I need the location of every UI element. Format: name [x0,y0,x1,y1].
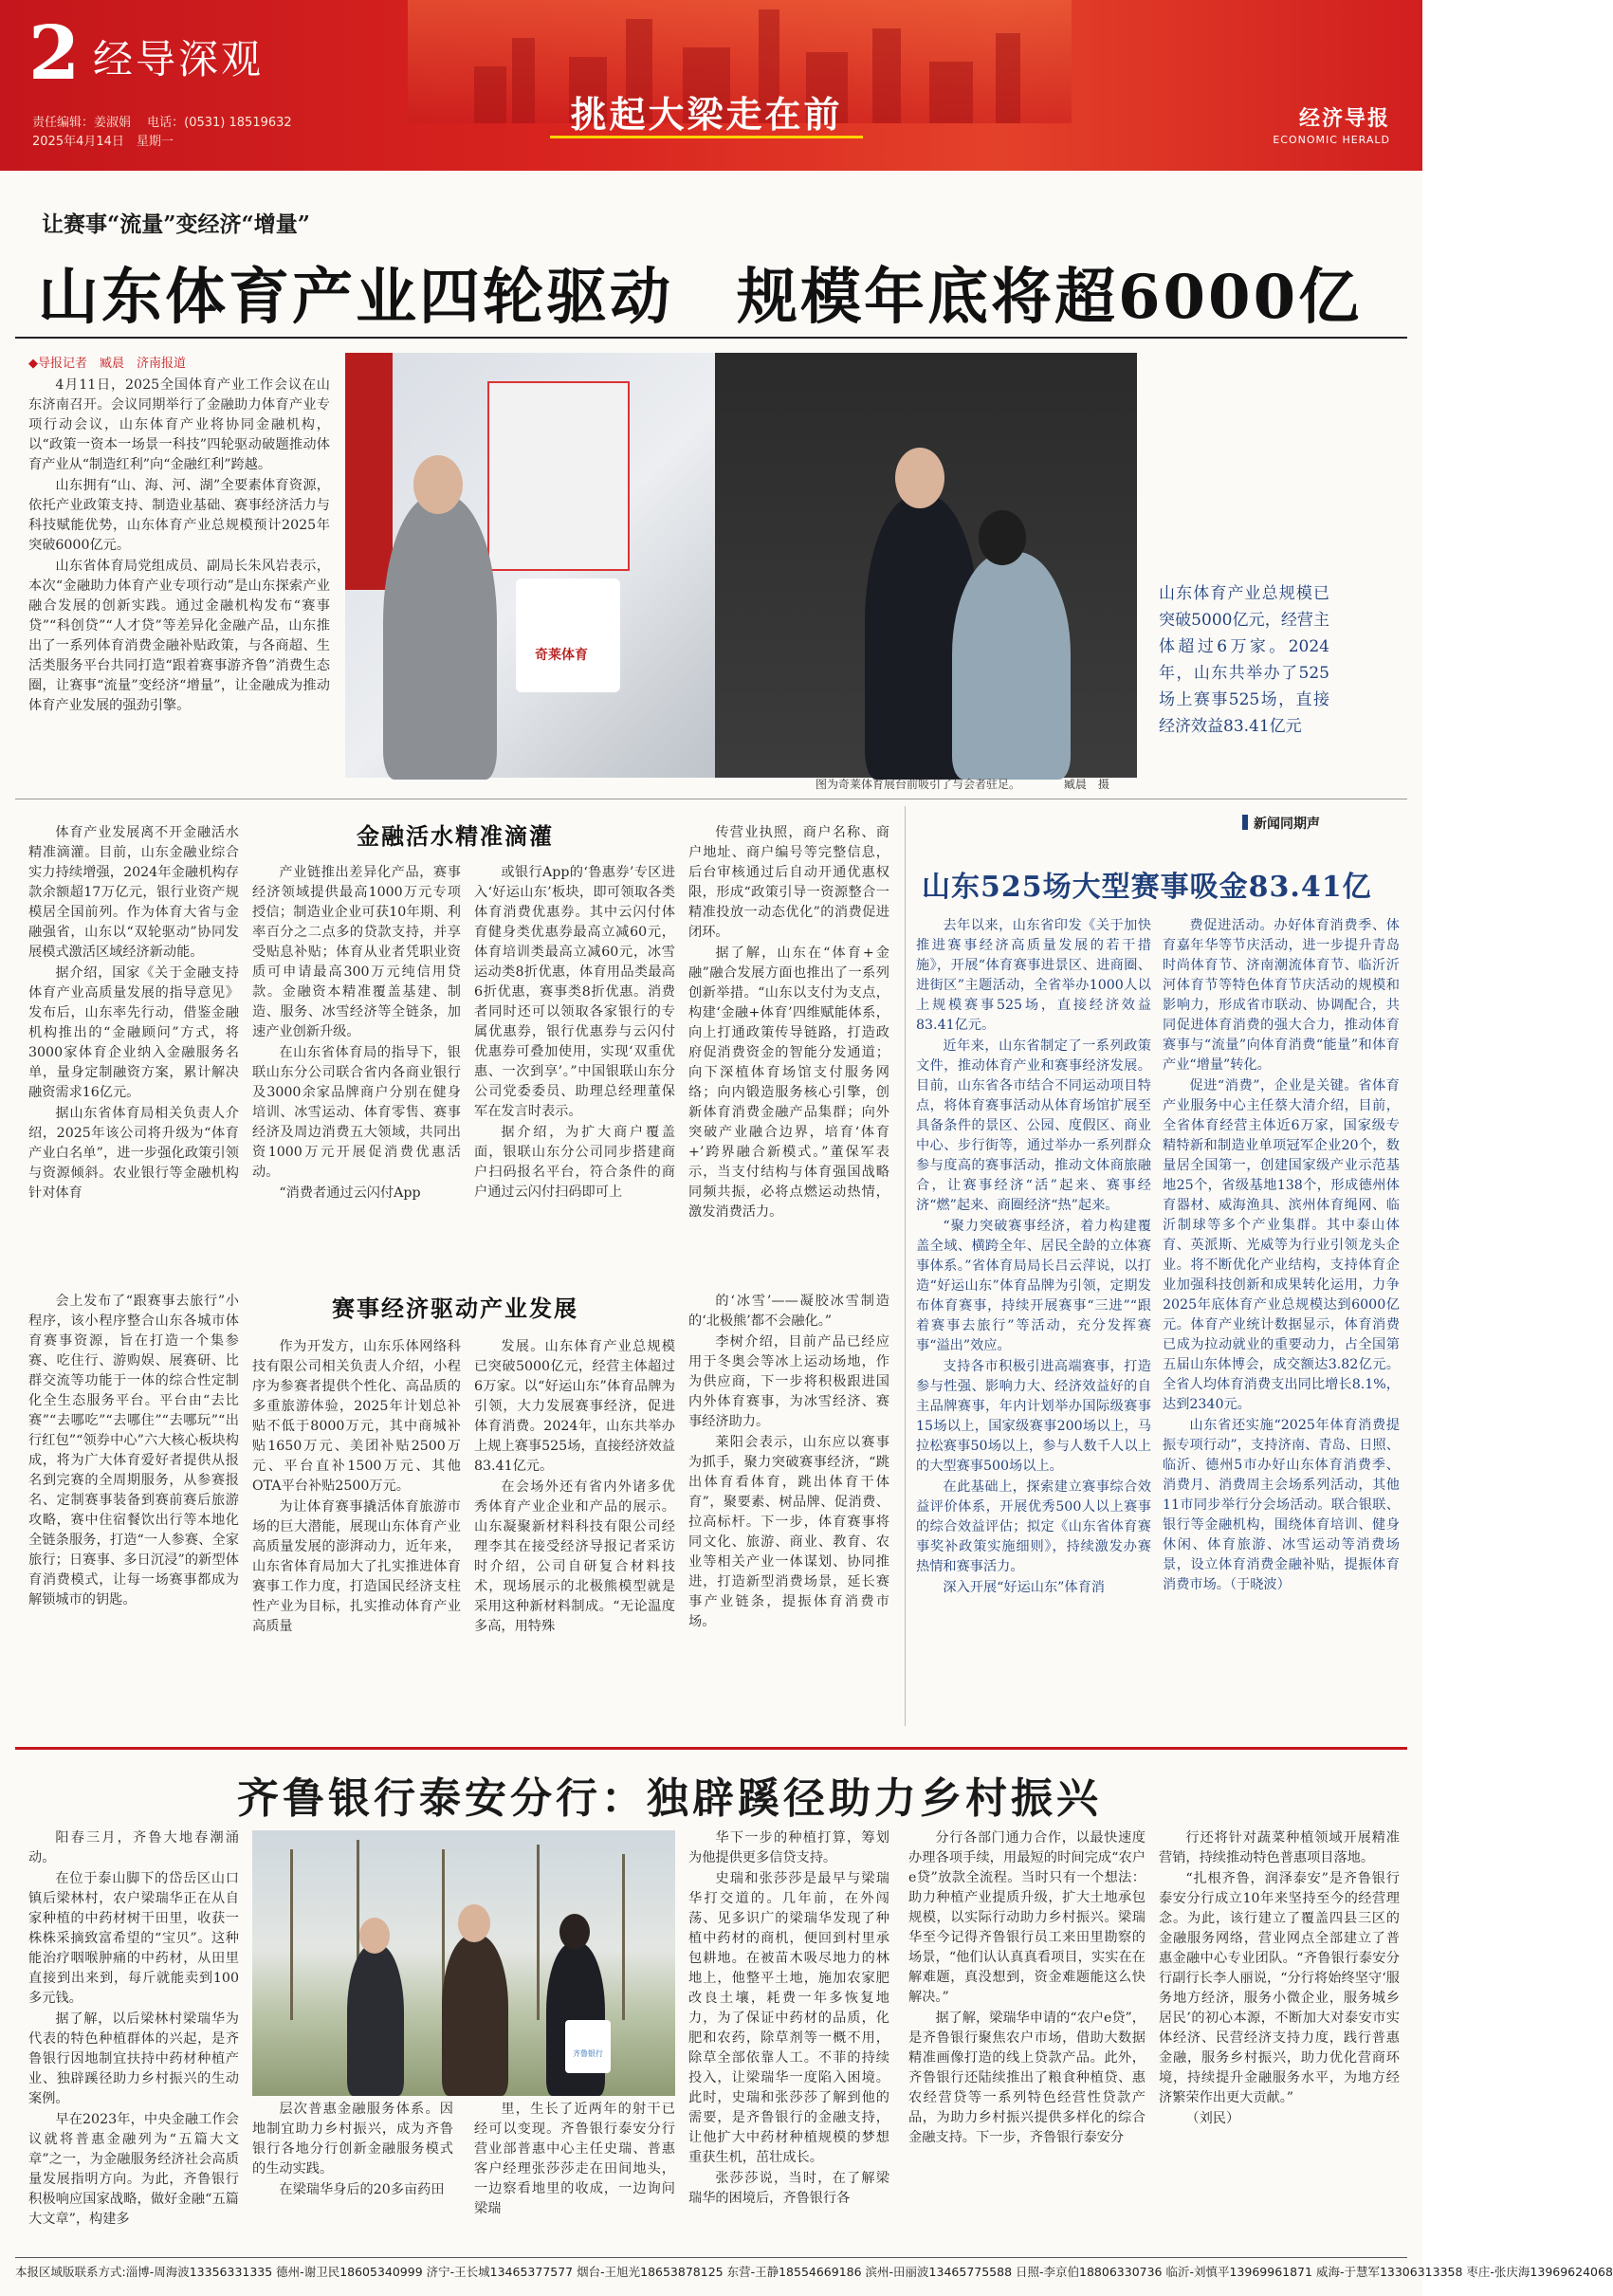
editor-line [32,112,292,130]
section1-col2 [252,863,461,1278]
paragraph: 山东省还实施“2025年体育消费提振专项行动”，支持济南、青岛、日照、临沂、德州5市办好山东体育消费季、消费月、消费周主会场系列活动，其他11市同步举行分会场活动。联合银联、银行等金融机构，围绕体育培训、健身休闲、体育旅游、冰雪运动等消费场景，设立体育消费金融补贴，提振体育消费市场。（于晓波） [1163,1418,1400,1592]
paragraph: 会上发布了“跟赛事去旅行”小程序，该小程序整合山东各城市体育赛事资源，旨在打造一个集参赛、吃住行、游购娱、展赛研、比群交流等功能于一体的综合性定制化全生态服务平台。平台由“去比赛”“去哪吃”“去哪住”“去哪玩”“出行红包”“领券中心”六大核心板块构成，将为广大体育爱好者提供从报名到完赛的全周期服务，从参赛报名、定制赛事装备到赛前赛后旅游攻略，赛中住宿餐饮出行等本地化全链条服务，打造“一人参赛、全家旅行；日赛事、多日沉浸”的新型体育消费模式，让每一场赛事都成为解锁城市的钥匙。 [28,1294,239,1607]
paragraph: 传营业执照，商户名称、商户地址、商户编号等完整信息，后台审核通过后自动开通优惠权限，形成“政策引导一资源整合一精准投放一动态优化”的消费促进闭环。 [688,825,889,940]
person-right-head [979,510,1026,565]
paragraph: 阳春三月，齐鲁大地春潮涌动。 [28,1830,239,1865]
section1-col4 [688,823,889,1278]
paragraph: 据了解，以后梁林村梁瑞华为代表的特色种植群体的兴起，是齐鲁银行因地制宜扶持中药材种植产业、独辟蹊径助力乡村振兴的生动案例。 [28,2011,239,2106]
paragraph: 行还将针对蔬菜种植领域开展精准营销，持续推动特色普惠项目落地。 [1159,1830,1400,1865]
sidebar-rule [905,806,906,1726]
poster [487,381,630,571]
display-stand [516,579,620,692]
paragraph: 作为开发方，山东乐体网络科技有限公司相关负责人介绍，小程序为参赛者提供个性化、高品质的多重旅游体验，2025年计划总补贴不低于8000万元，其中商城补贴1650万元、美团补贴2500万元、平台直补1500万元、其他OTA平台补贴2500万元。 [252,1339,461,1494]
paragraph: 促进“消费”，企业是关键。省体育产业服务中心主任蔡大清介绍，目前，全省体育经营主体近6万家，国家级专精特新和制造业单项冠军企业20个，数量居全国第一，创建国家级产业示范基地25个，省级基地138个，形成德州体育器材、威海渔具、滨州体育绳网、临沂制球等多个产业集群。其中泰山体育、英派斯、光威等为行业引领龙头企业。将不断优化产业结构，支持体育企业加强科技创新和成果转化运用，力争2025年底体育产业总规模达到6000亿元。体育产业统计数据显示，体育消费已成为拉动就业的重要动力，占全国第五届山东体博会，成交额达3.82亿元。全省人均体育消费支出同比增长8.1%，达到2340元。 [1163,1078,1400,1412]
paragraph: 支持各市积极引进高端赛事，打造参与性强、影响力大、经济效益好的自主品牌赛事，年内计划举办国际级赛事15场以上，国家级赛事200场以上，马拉松赛事50场以上，参与人数千人以上的大型赛事500场以上。 [916,1359,1151,1474]
person-left-head [413,455,463,514]
paragraph: 产业链推出差异化产品，赛事经济领域提供最高1000万元专项授信；制造业企业可获10年期、利率百分之二点多的贷款支持，并享受贴息补贴；体育从业者凭职业资质可申请最高300万元纯信用贷款。金融资本精准覆盖基建、制造、服务、冰雪经济等全链条，加速产业创新升级。 [252,865,461,1039]
paragraph: 为让体育赛事撬活体育旅游市场的巨大潜能，展现山东体育产业高质量发展的澎湃动力，近年来，山东省体育局加大了扎实推进体育赛事工作力度，打造国民经济支柱性产业为目标，扎实推动体育产业高质量 [252,1499,461,1634]
gift-bag: 齐鲁银行 [565,2020,611,2073]
section2-title: 赛事经济驱动产业发展 [332,1295,578,1322]
paragraph: 在会场外还有省内外诸多优秀体育产业企业和产品的展示。山东凝聚新材料科技有限公司经理李其在接受经济导报记者采访时介绍，公司自研复合材料技术，现场展示的北极熊模型就是采用这种新材料制成。“无论温度多高，用特殊 [474,1479,675,1634]
section2-col2 [252,1337,461,1728]
paragraph: 李树介绍，目前产品已经应用于冬奥会等冰上运动场地，作为供应商，下一步将积极跟进国内外体育赛事，为冰雪经济、赛事经济助力。 [688,1334,889,1429]
section2-col1 [28,1292,239,1728]
paragraph: 史瑞和张莎莎是最早与梁瑞华打交道的。几年前，在外闯荡、见多识广的梁瑞华发现了种植中药材的商机，便回到村里承包耕地。在被苗木吸尽地力的林地上，他整平土地，施加农家肥改良土壤，耗费一年多恢复地力，为了保证中药材的品质，化肥和农药，除草剂等一概不用，除草全部依靠人工。不菲的持续投入，让梁瑞华一度陷入困境。此时，史瑞和张莎莎了解到他的需要，是齐鲁银行的金融支持，让他扩大中药材种植规模的梦想重获生机，茁壮成长。 [688,1871,889,2165]
paragraph: 据了解，山东在“体育+金融”融合发展方面也推出了一系列创新举措。“山东以支付为支点，构建‘金融+体育’四维赋能体系，向上打通政策传导链路，打造政府促消费资金的智能分发通道；向下深植体育场馆支付服务网络；向内锻造服务核心引擎，创新体育消费金融产品集群；向外突破产业融合边界，培育‘体育+’跨界融合新模式。”董保军表示，当支付结构与体育强国战略同频共振，必将点燃运动热情，激发消费活力。 [688,946,889,1220]
paragraph: 或银行App的‘鲁惠券’专区进入‘好运山东’板块，即可领取各类体育消费优惠券。其中云闪付体育健身类优惠券最高立减60元，体育培训类最高立减60元，冰雪运动类8折优惠，体育用品类最高6折优惠，赛事类8折优惠。消费者同时还可以领取各家银行的专属优惠券，银行优惠券与云闪付优惠券可叠加使用，实现‘双重优惠、一次到享’。”中国银联山东分公司党委委员、助理总经理董保军在发言时表示。 [474,865,675,1119]
paragraph: 山东拥有“山、海、河、湖”全要素体育资源，依托产业政策支持、制造业基础、赛事经济活力与科技赋能优势，山东体育产业总规模预计2025年突破6000亿元。 [28,478,330,553]
issue-date: 2025年4月14日 星期一 [32,135,174,149]
paragraph: （刘民） [1185,2111,1240,2126]
paragraph: 费促进活动。办好体育消费季、体育嘉年华等节庆活动，进一步提升青岛时尚体育节、济南潮流体育节、临沂沂河体育节等特色体育节庆活动的规模和影响力，形成省市联动、协调配合，共同促进体育消费的强大合力，推动体育赛事与“流量”向体育消费“能量”和体育产业“增量”转化。 [1163,918,1400,1073]
main-photo [345,353,1137,778]
paragraph: 据了解，梁瑞华申请的“农户e贷”，是齐鲁银行聚焦农户市场，借助大数据精准画像打造的线上贷款产品。此外，齐鲁银行还陆续推出了粮食种植贷、惠农经营贷等一系列特色经营性贷款产品，为助力乡村振兴提供多样化的综合金融支持。下一步，齐鲁银行泰安分 [908,2011,1146,2145]
slogan: 挑起大梁走在前 [550,91,863,138]
bottom-col3 [474,2100,675,2216]
photo-caption [816,776,1109,792]
person-farmer-2 [442,1935,508,2096]
person-right [952,552,1071,780]
masthead [0,0,1422,171]
red-banner [345,353,393,590]
paragraph: “聚力突破赛事经济，着力构建覆盖全域、横跨全年、居民全龄的立体赛事体系。”省体育局局长吕云萍说，以打造“好运山东”体育品牌为引领，定期发布体育赛事，持续开展赛事“三进”“跟着赛事去旅行”等活动，充分发挥赛事“溢出”效应。 [916,1219,1151,1353]
headline-divider [15,337,1407,339]
section2-col3 [474,1337,675,1728]
paragraph: 莱阳会表示，山东应以赛事为抓手，聚力突破赛事经济，“跳出体育看体育，跳出体育干体育”，聚要素、树品牌、促消费、拉高标杆。下一步，体育赛事将同文化、旅游、商业、教育、农业等相关产业一体谋划、协同推进，打造新型消费场景，延长赛事产业链条，提振体育消费市场。 [688,1435,889,1629]
section1-title: 金融活水精准滴灌 [357,822,554,850]
pull-quote: 山东体育产业总规模已突破5000亿元，经营主体超过6万家。2024年，山东共举办了525场上赛事525场，直接经济效益83.41亿元 [1159,584,1329,736]
bottom-photo [252,1830,675,2096]
bottom-col4 [688,1828,889,2206]
editor-name: 责任编辑：姜淑娟 [32,116,132,130]
paragraph: 据山东省体育局相关负责人介绍，2025年该公司将升级为“体育产业白名单”，进一步强化政策引领与资源倾斜。农业银行等金融机构针对体育 [28,1106,239,1201]
paragraph: “扎根齐鲁，润泽泰安”是齐鲁银行泰安分行成立10年来坚持至今的经营理念。为此，该行建立了覆盖四县三区的金融服务网络，营业网点全部建立了普惠金融中心专业团队。“齐鲁银行泰安分行副行长李人丽说，“分行将始终坚守‘服务地方经济，服务小微企业，服务城乡居民’的初心本源，不断加大对泰安市实体经济、民营经济支持力度，践行普惠金融，服务乡村振兴，助力优化营商环境，持续提升金融服务水平，为地方经济繁荣作出更大贡献。” [1159,1871,1400,2105]
section2-col4 [688,1292,889,1728]
paragraph: 张莎莎说，当时，在了解梁瑞华的困境后，齐鲁银行各 [688,2171,889,2206]
paragraph: 近年来，山东省制定了一系列政策文件，推动体育产业和赛事经济发展。目前，山东省各市结合不同运动项目特点，将体育赛事活动从体育场馆扩展至具备条件的景区、公园、度假区、商业中心、步行街等，通过举办一系列群众参与度高的赛事活动，推动文体商旅融合，让赛事经济“活”起来、赛事经济“燃”起来、商圈经济“热”起来。 [916,1038,1151,1213]
photo-caption-text: 图为奇莱体育展台前吸引了与会者驻足。 [816,778,1016,791]
page-number: 2 [28,10,81,97]
section-title: 经导深观 [93,36,265,83]
paragraph: 去年以来，山东省印发《关于加快推进赛事经济高质量发展的若干措施》，开展“体育赛事进景区、进商圈、进街区”主题活动，全省举办1000人以上规模赛事525场，直接经济效益83.41亿元。 [916,918,1151,1033]
booth-sign: 奇莱体育 [535,648,588,663]
paragraph: 体育产业发展离不开金融活水精准滴灌。目前，山东金融业综合实力持续增强，2024年金融机构存款余额超17万亿元，银行业资产规模居全国前列。作为体育大省与金融强省，山东以“双轮驱动”协同发展模式激活区域经济新动能。 [28,825,239,960]
person-left [383,495,497,780]
paragraph: 里，生长了近两年的射干已经可以变现。齐鲁银行泰安分行营业部普惠中心主任史瑞、普惠客户经理张莎莎走在田间地头，一边察看地里的收成，一边询问梁瑞 [474,2102,675,2216]
footer-contacts: 本报区域版联系方式:淄博-周海波13356331335 德州-谢卫民18605340999 济宁-王长城13465377577 烟台-王旭光18653878125 东营-王静18554669186 滨州-田丽波13465775588 日照-李京伯18806330736 临沂-刘慎平13969961871 威海-于慧军13306313358 枣庄-张庆海13969624068 [15,2257,1407,2286]
paragraph: 深入开展“好运山东”体育消 [943,1580,1105,1595]
bottom-headline: 齐鲁银行泰安分行：独辟蹊径助力乡村振兴 [237,1774,1102,1823]
paragraph: 在山东省体育局的指导下，银联山东分公司联合省内各商业银行及3000余家品牌商户分别在健身培训、冰雪运动、体育零售、赛事经济及周边消费五大领域，共同出资1000万元开展促消费优惠活动。 [252,1045,461,1180]
paragraph: 4月11日，2025全国体育产业工作会议在山东济南召开。会议同期举行了金融助力体育产业专项行动会议，山东体育产业将协同金融机构，以“政策一资本一场景一科技”四轮驱动破题推动体育产业从“制造红利”向“金融红利”跨越。 [28,377,330,472]
byline: ◆导报记者 臧晨 济南报道 [28,357,186,371]
brand-logo [1273,102,1390,146]
bottom-col2 [252,2100,453,2197]
brand-name-cn: 经济导报 [1298,106,1390,131]
paragraph: 华下一步的种植打算，筹划为他提供更多信贷支持。 [688,1830,889,1865]
sidebar-col2 [1163,916,1400,1726]
photo-credit: 臧晨 摄 [1063,778,1109,791]
bottom-col6 [1159,1828,1400,2189]
kicker: 让赛事“流量”变经济“增量” [42,211,310,237]
sidebar-col1 [916,916,1151,1726]
paragraph: 山东省体育局党组成员、副局长朱风岩表示，本次“金融助力体育产业专项行动”是山东探索产业融合发展的创新实践。通过金融机构发布“赛事贷”“科创贷”“人才贷”等差异化金融产品，山东推出了一系列体育消费金融补贴政策，与各商超、生活类服务平台共同打造“跟着赛事游齐鲁”消费生态圈，让赛事“流量”变经济“增量”，让金融成为推动体育产业发展的强劲引擎。 [28,559,330,713]
paragraph: 据介绍，国家《关于金融支持体育产业高质量发展的指导意见》发布后，山东率先行动，借鉴金融机构推出的“金融顾问”方式，将3000家体育企业纳入金融服务名单，量身定制融资方案，累计解决融资需求16亿元。 [28,965,239,1100]
paragraph: 在此基础上，探索建立赛事综合效益评价体系，开展优秀500人以上赛事的综合效益评估；拟定《山东省体育赛事奖补政策实施细则》，持续激发办赛热情和赛事活力。 [916,1479,1151,1574]
paragraph: 早在2023年，中央金融工作会议就将普惠金融列为“五篇大文章”之一，为金融服务经济社会高质量发展指明方向。为此，齐鲁银行积极响应国家战略，做好金融“五篇大文章”，构建多 [28,2112,239,2227]
paragraph: 据介绍，为扩大商户覆盖面，银联山东分公司同步搭建商户扫码报名平台，符合条件的商户通过云闪付扫码即可上 [474,1125,675,1200]
paragraph: 在位于泰山脚下的岱岳区山口镇后梁林村，农户梁瑞华正在从自家种植的中药材树干田里，收获一株株采摘致富希望的“宝贝”。这种能治疗咽喉肿痛的中药材，从田里直接到出来到，每斤就能卖到100多元钱。 [28,1871,239,2006]
paragraph: 的‘冰雪’——凝胶冰雪制造的‘北极熊’都不会融化。” [688,1294,889,1329]
lead-column [28,376,330,783]
paragraph: 发展。山东体育产业总规模已突破5000亿元，经营主体超过6万家。以“好运山东”体育品牌为引领，大力发展赛事经济，促进体育消费。2024年，山东共举办上规上赛事525场，直接经济效益83.41亿元。 [474,1339,675,1474]
bottom-col1 [28,1828,239,2227]
bottom-col5 [908,1828,1146,2189]
editor-phone: 电话：(0531) 18519632 [147,116,292,130]
person-center-head [895,448,944,508]
paragraph: 在梁瑞华身后的20多亩药田 [279,2182,445,2197]
person-farmer-1 [347,1944,404,2096]
paragraph: “消费者通过云闪付App [279,1185,421,1201]
section1-col3 [474,863,675,1278]
paragraph: 分行各部门通力合作，以最快速度办理各项手续，用最短的时间完成“农户e贷”放款全流程。当时只有一个想法：助力种植产业提质升级，扩大土地承包规模，以实际行动助力乡村振兴。梁瑞华至今记得齐鲁银行员工来田里勘察的场景，“他们认认真真看项目，实实在在解难题，真没想到，资金难题能这么快解决。” [908,1830,1146,2005]
paragraph: 层次普惠金融服务体系。因地制宜助力乡村振兴，成为齐鲁银行各地分行创新金融服务模式的生动实践。 [252,2102,453,2177]
sidebar-tag: 新闻同期声 [1242,814,1320,833]
section1-col1 [28,823,239,1278]
main-headline: 山东体育产业四轮驱动 规模年底将超6000亿 [38,262,1363,333]
brand-name-en: ECONOMIC HERALD [1273,134,1390,146]
sidebar-headline: 山东525场大型赛事吸金83.41亿 [922,871,1372,904]
